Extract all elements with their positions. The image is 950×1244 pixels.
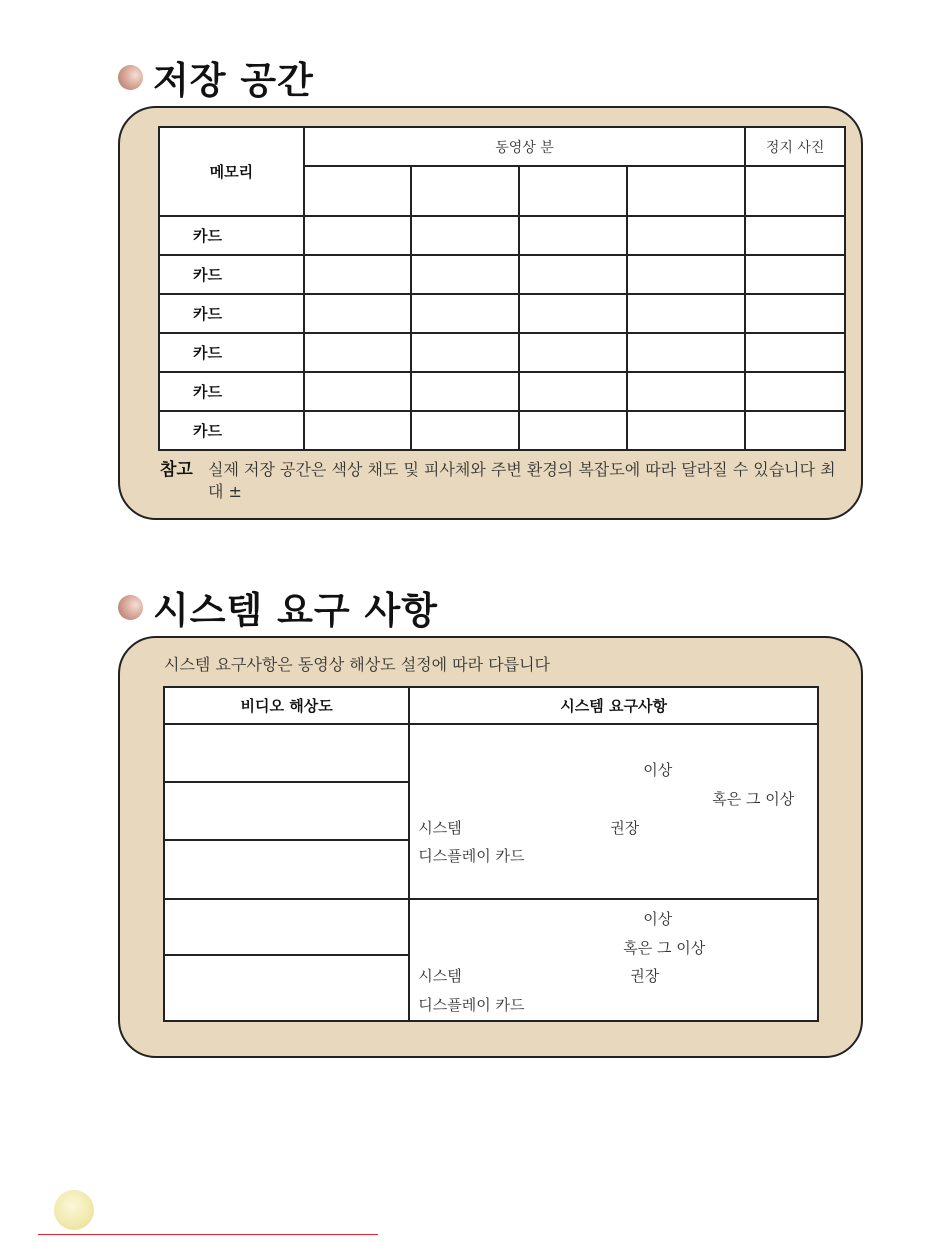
- card-label: 카드: [159, 333, 304, 372]
- resolution-cell: [164, 782, 409, 840]
- video-subheader-cell: [304, 166, 412, 216]
- note-text: 실제 저장 공간은 색상 채도 및 피사체와 주변 환경의 복잡도에 따라 달라질 수 있습니다 최대 ±: [208, 460, 836, 501]
- bullet-icon: [118, 65, 143, 90]
- table-cell: [519, 333, 627, 372]
- storage-title: 저장 공간: [153, 59, 314, 102]
- req-line: 디스플레이 카드: [418, 847, 525, 866]
- resolution-cell: [164, 840, 409, 898]
- req-line: 혹은 그 이상: [712, 790, 795, 809]
- system-table: [163, 686, 819, 1022]
- system-panel: [118, 636, 863, 1058]
- req-line: 시스템: [418, 966, 462, 985]
- table-cell: [745, 255, 845, 294]
- table-cell: [519, 216, 627, 255]
- video-header: 동영상 분: [304, 127, 746, 166]
- table-cell: [627, 372, 746, 411]
- table-cell: [627, 411, 746, 450]
- video-subheader-cell: [519, 166, 627, 216]
- table-cell: [627, 255, 746, 294]
- table-cell: [411, 333, 519, 372]
- table-cell: [304, 372, 412, 411]
- page-number-circle: [54, 1190, 94, 1230]
- table-cell: [304, 216, 412, 255]
- storage-table: [158, 126, 846, 451]
- table-cell: [411, 255, 519, 294]
- footer-rule: [38, 1234, 378, 1235]
- table-cell: [304, 255, 412, 294]
- storage-note: [160, 459, 850, 503]
- table-row: [159, 372, 845, 411]
- table-row: [159, 255, 845, 294]
- req-line: 시스템: [418, 819, 462, 838]
- card-label: 카드: [159, 255, 304, 294]
- card-label: 카드: [159, 216, 304, 255]
- requirements-cell-2: [409, 899, 818, 1021]
- system-intro: 시스템 요구사항은 동영상 해상도 설정에 따라 다릅니다: [164, 655, 551, 674]
- card-label: 카드: [159, 372, 304, 411]
- memory-header: 메모리: [159, 127, 304, 216]
- table-cell: [627, 216, 746, 255]
- card-label: 카드: [159, 294, 304, 333]
- req-line: 이상: [643, 909, 673, 928]
- photo-subheader-cell: [745, 166, 845, 216]
- table-cell: [304, 294, 412, 333]
- table-cell: [304, 411, 412, 450]
- requirements-header: 시스템 요구사항: [409, 687, 818, 724]
- table-cell: [411, 411, 519, 450]
- table-cell: [519, 294, 627, 333]
- table-cell: [627, 294, 746, 333]
- card-label: 카드: [159, 411, 304, 450]
- storage-panel: [118, 106, 863, 520]
- table-cell: [304, 333, 412, 372]
- table-cell: [745, 216, 845, 255]
- req-line: 권장: [630, 966, 660, 985]
- requirements-cell-1: [409, 724, 818, 899]
- resolution-cell: [164, 724, 409, 782]
- table-cell: [519, 255, 627, 294]
- table-row: [159, 333, 845, 372]
- table-cell: [411, 216, 519, 255]
- storage-section-title: [118, 50, 314, 104]
- resolution-cell: [164, 899, 409, 955]
- video-subheader-cell: [627, 166, 746, 216]
- resolution-cell: [164, 955, 409, 1021]
- table-cell: [411, 294, 519, 333]
- photo-header: 정지 사진: [745, 127, 845, 166]
- table-cell: [745, 372, 845, 411]
- table-cell: [519, 372, 627, 411]
- req-line: 이상: [643, 761, 673, 780]
- table-row: [159, 216, 845, 255]
- table-cell: [745, 294, 845, 333]
- req-line: 디스플레이 카드: [418, 995, 525, 1014]
- note-label: 참고: [160, 460, 193, 480]
- bullet-icon: [118, 595, 143, 620]
- table-row: [159, 294, 845, 333]
- req-line: 혹은 그 이상: [623, 938, 706, 957]
- system-title: 시스템 요구 사항: [153, 589, 438, 632]
- video-subheader-cell: [411, 166, 519, 216]
- system-section-title: [118, 580, 438, 634]
- table-cell: [745, 333, 845, 372]
- table-cell: [627, 333, 746, 372]
- resolution-header: 비디오 해상도: [164, 687, 409, 724]
- table-cell: [411, 372, 519, 411]
- req-line: 권장: [610, 819, 640, 838]
- table-row: [159, 411, 845, 450]
- table-cell: [745, 411, 845, 450]
- table-cell: [519, 411, 627, 450]
